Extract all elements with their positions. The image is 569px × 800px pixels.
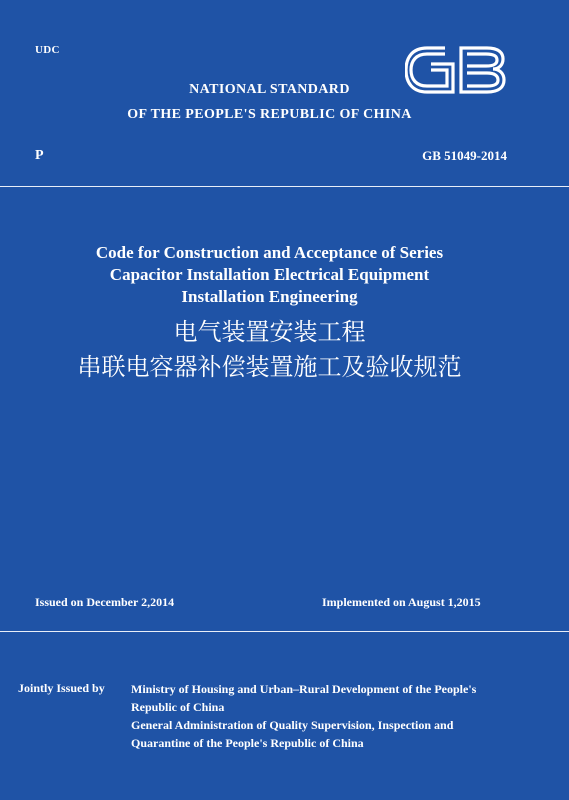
standard-number: GB 51049-2014	[422, 148, 507, 163]
issuer-line: General Administration of Quality Supervision, Inspection and	[131, 718, 454, 732]
chinese-title-line1: 电气装置安装工程	[173, 318, 366, 346]
chinese-title-line2: 串联电容器补偿装置施工及验收规范	[77, 353, 462, 381]
issued-date: Issued on December 2,2014	[35, 595, 175, 609]
implemented-date: Implemented on August 1,2015	[322, 595, 481, 609]
english-title-line3: Installation Engineering	[181, 287, 358, 306]
udc-label: UDC	[35, 44, 60, 56]
classification-code: P	[35, 148, 44, 163]
issuer-line: Ministry of Housing and Urban–Rural Development of the People's	[131, 682, 477, 696]
bottom-divider	[0, 631, 569, 632]
national-standard-line2: OF THE PEOPLE'S REPUBLIC OF CHINA	[127, 107, 412, 122]
issuer-line: Republic of China	[131, 700, 225, 714]
english-title-line2: Capacitor Installation Electrical Equipment	[109, 265, 430, 284]
english-title-line1: Code for Construction and Acceptance of Series	[95, 243, 444, 262]
issuer-line: Quarantine of the People's Republic of China	[131, 736, 364, 750]
jointly-issued-label: Jointly Issued by	[18, 681, 105, 695]
top-divider	[0, 186, 569, 187]
national-standard-line1: NATIONAL STANDARD	[189, 82, 350, 97]
